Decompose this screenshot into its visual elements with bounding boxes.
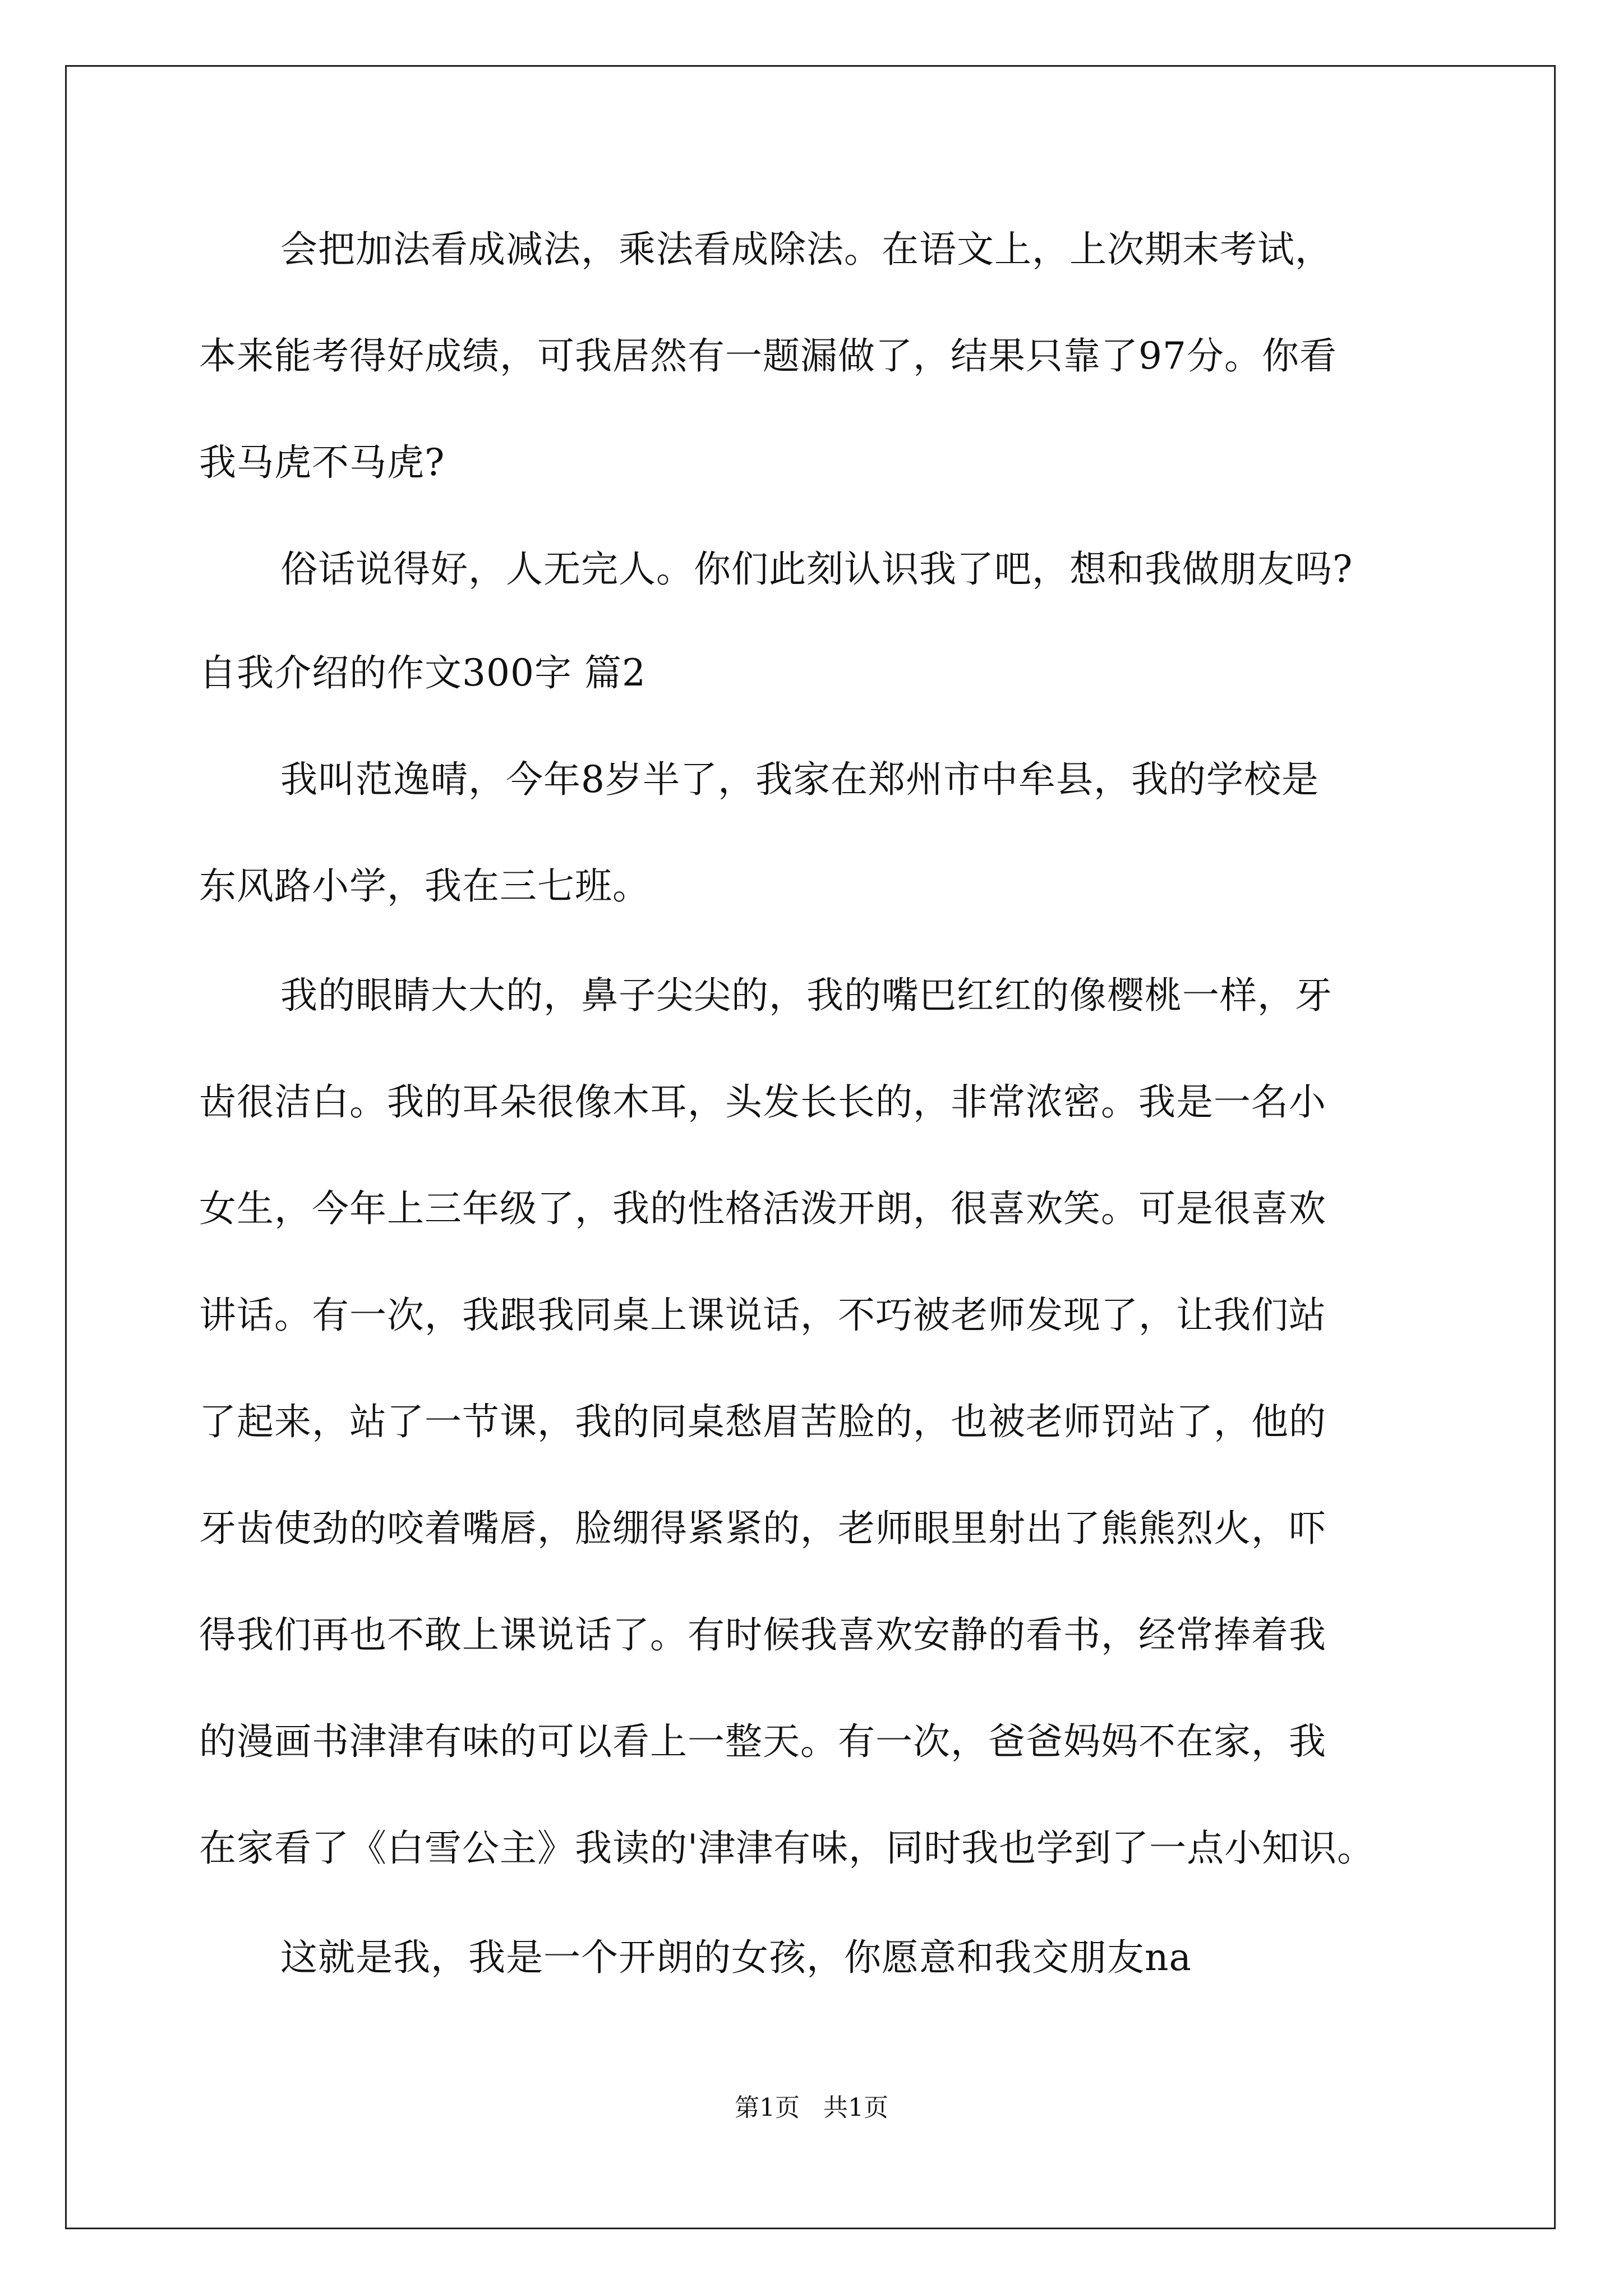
text-line: 牙齿使劲的咬着嘴唇，脸绷得紧紧的，老师眼里射出了熊熊烈火，吓 — [199, 1507, 1326, 1550]
section-heading: 自我介绍的作文300字 篇2 — [199, 651, 646, 694]
text-line: 我的眼睛大大的，鼻子尖尖的，我的嘴巴红红的像樱桃一样，牙 — [280, 974, 1332, 1017]
text-line: 本来能考得好成绩，可我居然有一题漏做了，结果只靠了97分。你看 — [199, 334, 1337, 378]
text-line: 女生，今年上三年级了，我的性格活泼开朗，很喜欢笑。可是很喜欢 — [199, 1187, 1326, 1230]
page-footer: 第1页 共1页 — [735, 2093, 888, 2122]
text-line: 得我们再也不敢上课说话了。有时候我喜欢安静的看书，经常捧着我 — [199, 1613, 1326, 1657]
text-line: 我马虎不马虎? — [199, 441, 445, 484]
text-line: 在家看了《白雪公主》我读的'津津有味，同时我也学到了一点小知识。 — [199, 1826, 1375, 1870]
text-line: 这就是我，我是一个开朗的女孩，你愿意和我交朋友na — [280, 1936, 1192, 1979]
text-line: 会把加法看成减法，乘法看成除法。在语文上，上次期末考试， — [280, 228, 1332, 271]
page-border — [65, 65, 1556, 2229]
text-line: 我叫范逸晴，今年8岁半了，我家在郑州市中牟县，我的学校是 — [280, 758, 1319, 801]
text-line: 了起来，站了一节课，我的同桌愁眉苦脸的，也被老师罚站了，他的 — [199, 1400, 1326, 1443]
text-line: 俗话说得好，人无完人。你们此刻认识我了吧，想和我做朋友吗? — [280, 547, 1353, 591]
text-line: 的漫画书津津有味的可以看上一整天。有一次，爸爸妈妈不在家，我 — [199, 1720, 1326, 1763]
text-line: 齿很洁白。我的耳朵很像木耳，头发长长的，非常浓密。我是一名小 — [199, 1080, 1326, 1124]
text-line: 讲话。有一次，我跟我同桌上课说话，不巧被老师发现了，让我们站 — [199, 1294, 1326, 1337]
text-line: 东风路小学，我在三七班。 — [199, 864, 650, 908]
